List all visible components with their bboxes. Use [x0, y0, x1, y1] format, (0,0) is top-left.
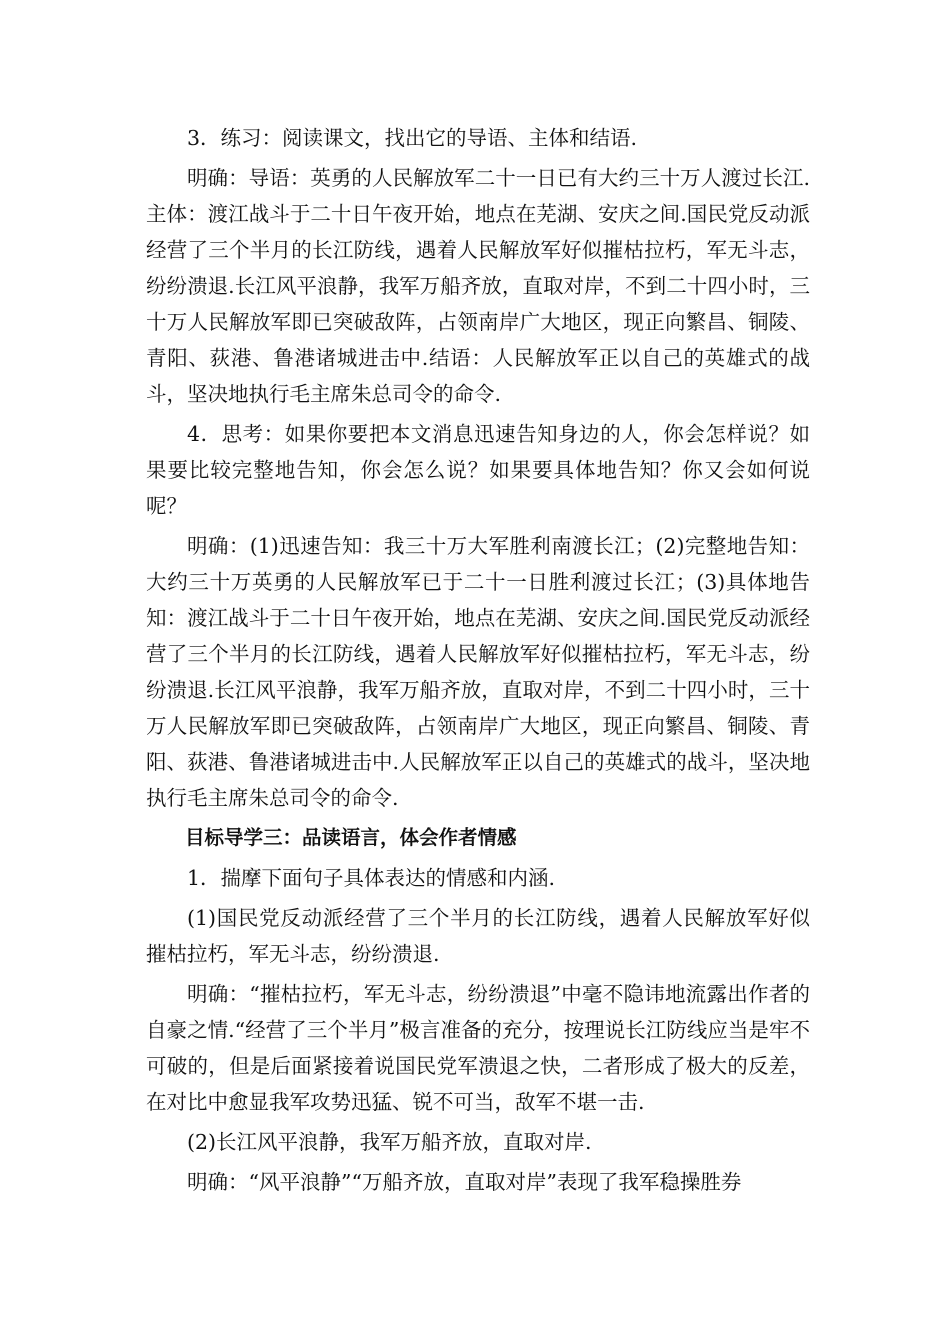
- exercise-3: 3．练习：阅读课文，找出它的导语、主体和结语.: [187, 126, 638, 150]
- answer-4: 明确：(1)迅速告知：我三十万大军胜利南渡长江；(2)完整地告知：大约三十万英勇的人民解放军已于二十一日胜利渡过长江；(3)具体地告知：渡江战斗于二十日午夜开始，地点在芜湖、安庆之间.国民党反动派经营了三个半月的长江防线，遇着人民解放军好似摧枯拉朽，军无斗志，纷纷溃退.长江风平浪静，我军万船齐放，直取对岸，不到二十四小时，三十万人民解放军即已突破敌阵，占领南岸广大地区，现正向繁昌、铜陵、青阳、荻港、鲁港诸城进击中.人民解放军正以自己的英雄式的战斗，坚决地执行毛主席朱总司令的命令.: [146, 534, 810, 810]
- answer-sentence-2: 明确：“风平浪静”“万船齐放，直取对岸”表现了我军稳操胜券: [187, 1170, 742, 1194]
- sentence-2: (2)长江风平浪静，我军万船齐放，直取对岸.: [187, 1130, 592, 1154]
- answer-sentence-1: 明确：“摧枯拉朽，军无斗志，纷纷溃退”中毫不隐讳地流露出作者的自豪之情.“经营了三个半月”极言准备的充分，按理说长江防线应当是牢不可破的，但是后面紧接着说国民党军溃退之快，二者形成了极大的反差，在对比中愈显我军攻势迅猛、锐不可当，敌军不堪一击.: [146, 982, 810, 1114]
- sentence-1: (1)国民党反动派经营了三个半月的长江防线，遇着人民解放军好似摧枯拉朽，军无斗志，纷纷溃退.: [146, 906, 810, 966]
- document-page: [146, 120, 810, 1204]
- answer-3: 明确：导语：英勇的人民解放军二十一日已有大约三十万人渡过长江.主体：渡江战斗于二十日午夜开始，地点在芜湖、安庆之间.国民党反动派经营了三个半月的长江防线，遇着人民解放军好似摧枯拉朽，军无斗志，纷纷溃退.长江风平浪静，我军万船齐放，直取对岸，不到二十四小时，三十万人民解放军即已突破敌阵，占领南岸广大地区，现正向繁昌、铜陵、青阳、荻港、鲁港诸城进击中.结语：人民解放军正以自己的英雄式的战斗，坚决地执行毛主席朱总司令的命令.: [146, 166, 810, 406]
- section-heading: 目标导学三：品读语言，体会作者情感: [185, 826, 517, 849]
- task-1: 1．揣摩下面句子具体表达的情感和内涵.: [187, 866, 556, 890]
- exercise-4: 4．思考：如果你要把本文消息迅速告知身边的人，你会怎样说？如果要比较完整地告知，你会怎么说？如果要具体地告知？你又会如何说呢？: [146, 422, 810, 518]
